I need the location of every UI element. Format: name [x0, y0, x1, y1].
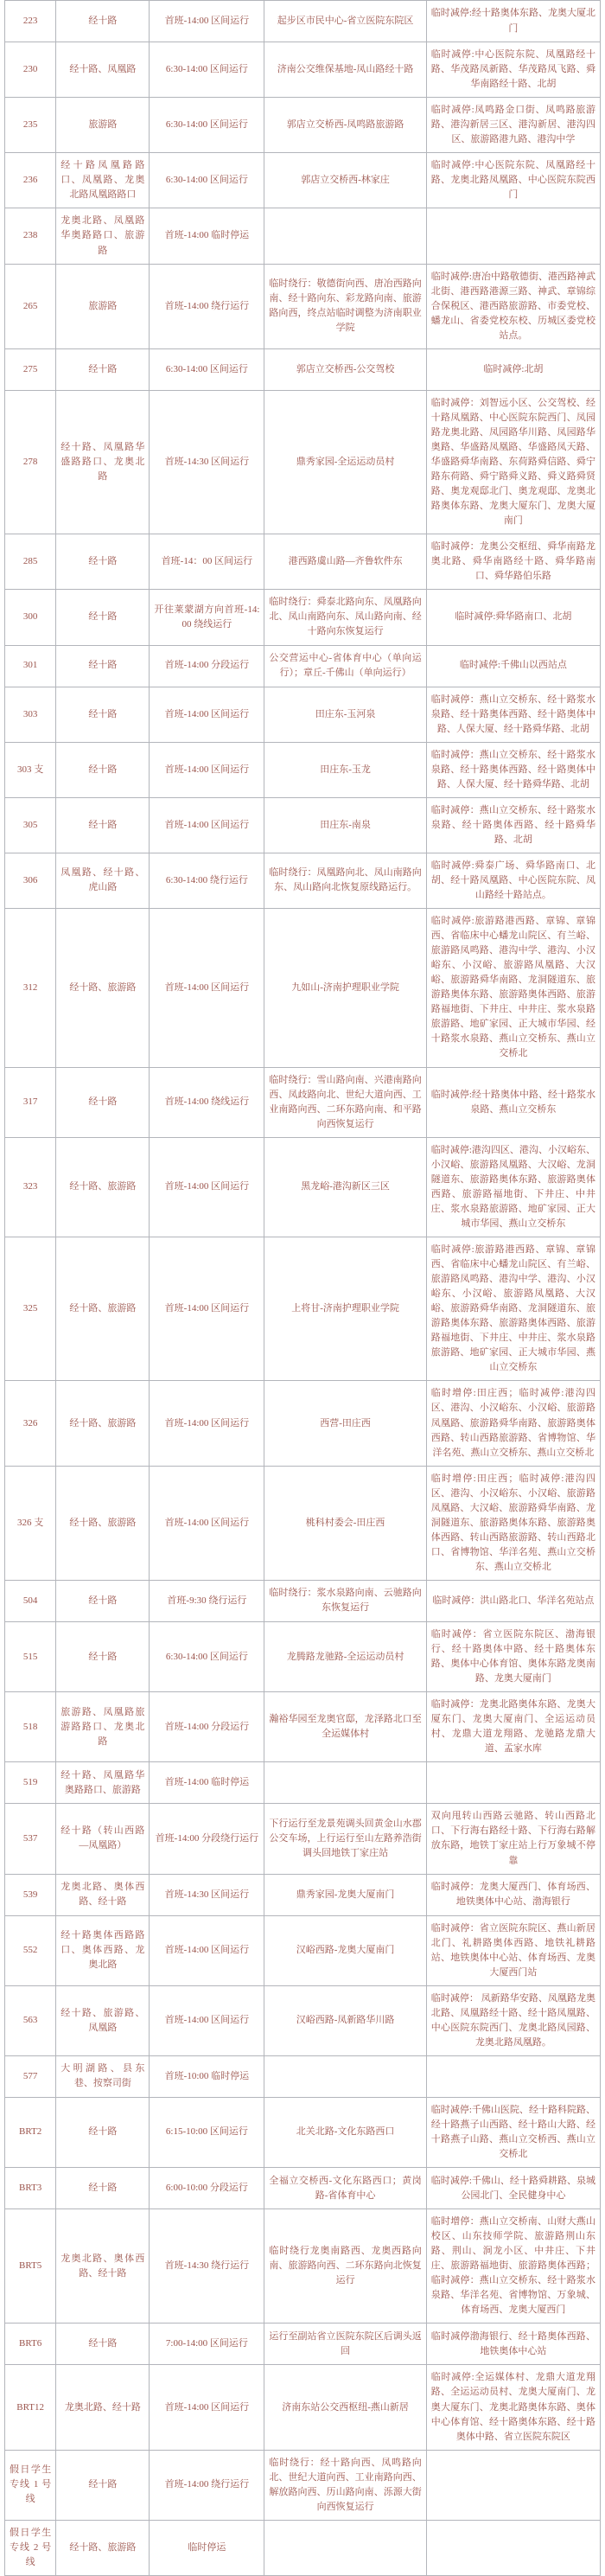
- stops-adjustment-cell: [426, 2450, 600, 2520]
- table-row: [5, 42, 601, 98]
- roads-cell: 经十路、凤凰路: [56, 42, 150, 98]
- stops-adjustment-cell: 临时减停:千佛山、经十路舜耕路、泉城公园北门、全民健身中心: [426, 2168, 600, 2209]
- schedule-cell: 7:00-14:00 区间运行: [150, 2324, 264, 2365]
- stops-adjustment-cell: 临时减停：燕山立交桥东、经十路浆水泉路、经十路奥体西路、经十路奥体中路、人保大厦、经十路舜华路、北胡: [426, 687, 600, 742]
- table-row: [5, 1621, 601, 1691]
- table-row: [5, 2324, 601, 2365]
- section-detail-cell: 临时绕行：雪山路向南、兴港南路向西、凤歧路向北、世纪大道向西、工业南路向西、二环东路向南、和平路向西恢复运行: [264, 1067, 426, 1137]
- schedule-cell: 6:30-14:00 绕行运行: [150, 853, 264, 908]
- section-detail-cell: 郭店立交桥西-公交驾校: [264, 348, 426, 390]
- roads-cell: 经十路、旅游路: [56, 1381, 150, 1466]
- stops-adjustment-cell: 临时减停：洪山路北口、华洋名苑站点: [426, 1580, 600, 1621]
- section-detail-cell: 全福立交桥西-文化东路西口；黄岗路-省体育中心: [264, 2168, 426, 2209]
- section-detail-cell: 田庄东-玉河泉: [264, 687, 426, 742]
- section-detail-cell: 汉峪西路-龙奥大厦南门: [264, 1915, 426, 1985]
- schedule-cell: 首班-14:00 区间运行: [150, 742, 264, 797]
- route-number-cell: 577: [5, 2055, 56, 2097]
- roads-cell: 经十路（转山西路—凤凰路）: [56, 1804, 150, 1874]
- section-detail-cell: 下行运行至龙景苑调头回黄金山水郡公交车场，上行运行至山左路养浩街调头回地铁丁家庄站: [264, 1804, 426, 1874]
- roads-cell: 经十路: [56, 645, 150, 687]
- stops-adjustment-cell: 临时减停：龙奥大厦西门、体育场西、地铁奥体中心站、渤海银行: [426, 1874, 600, 1915]
- stops-adjustment-cell: 临时减停:旅游路港西路、章锦、章锦西、省临床中心蟠龙山院区、有兰峪、旅游路凤鸣路、港沟中学、港沟、小汉峪东、小汉峪、旅游路凤凰路、大汉峪、旅游路舜华南路、龙洞隧道东、旅游路奥体东路、旅游路奥体西路、旅游路福地街、下井庄、中井庄、浆水泉路旅游路、地矿家园、正大城市华园、燕山立交桥东: [426, 1237, 600, 1381]
- table-row: [5, 909, 601, 1067]
- schedule-cell: 首班-14:00 区间运行: [150, 1237, 264, 1381]
- table-row: [5, 1762, 601, 1804]
- section-detail-cell: 济南公交维保基地-凤山路经十路: [264, 42, 426, 98]
- route-number-cell: 518: [5, 1692, 56, 1762]
- bus-routes-table: [4, 0, 601, 2576]
- section-detail-cell: 临时绕行：凤凰路向北、凤山南路向东、凤山路向北恢复原线路运行。: [264, 853, 426, 908]
- schedule-cell: 6:30-14:00 区间运行: [150, 42, 264, 98]
- table-row: [5, 264, 601, 348]
- table-row: [5, 2168, 601, 2209]
- section-detail-cell: 临时绕行：经十路向西、凤鸣路向北、世纪大道向西、工业南路向西、解放路向西、历山路向南、泺源大街向西恢复运行: [264, 2450, 426, 2520]
- roads-cell: 经十路、旅游路: [56, 2520, 150, 2575]
- table-row: [5, 153, 601, 208]
- table-row: [5, 687, 601, 742]
- section-detail-cell: 临时绕行：舜泰北路向东、凤凰路向北、凤山南路向东、凤山路向南、经十路向东恢复运行: [264, 590, 426, 645]
- table-row: [5, 1915, 601, 1985]
- roads-cell: 经十路、旅游路、凤凰路: [56, 1985, 150, 2055]
- schedule-cell: 首班-14:30 区间运行: [150, 390, 264, 534]
- section-detail-cell: [264, 208, 426, 264]
- table-row: [5, 1381, 601, 1466]
- route-number-cell: 236: [5, 153, 56, 208]
- stops-adjustment-cell: 临时减停:旅游路港西路、章锦、章锦西、省临床中心蟠龙山院区、有兰峪、旅游路凤鸣路、港沟中学、港沟、小汉峪东、小汉峪、旅游路凤凰路、大汉峪、旅游路舜华南路、龙洞隧道东、旅游路奥体东路、旅游路奥体西路、旅游路福地街、下井庄、中井庄、浆水泉路旅游路、地矿家园、正大城市华园、经十路浆水泉路、燕山立交桥东、燕山立交桥北: [426, 909, 600, 1067]
- section-detail-cell: 九如山-济南护理职业学院: [264, 909, 426, 1067]
- stops-adjustment-cell: [426, 208, 600, 264]
- route-number-cell: 223: [5, 1, 56, 42]
- stops-adjustment-cell: 临时减停:中心医院东院、凤凰路经十路、龙奥北路凤凰路、中心医院东院西门: [426, 153, 600, 208]
- roads-cell: 经十路: [56, 2097, 150, 2167]
- roads-cell: 龙奥北路、经十路: [56, 2365, 150, 2450]
- roads-cell: 经十路奥体西路路口、奥体西路、龙奥北路: [56, 1915, 150, 1985]
- table-row: [5, 1, 601, 42]
- section-detail-cell: 鼎秀家园-全运运动员村: [264, 390, 426, 534]
- schedule-cell: 首班-9:30 绕行运行: [150, 1580, 264, 1621]
- route-number-cell: 301: [5, 645, 56, 687]
- stops-adjustment-cell: 临时减停:舜泰广场、舜华路南口、北胡、经十路凤凰路、中心医院东院、凤山路经十路站点。: [426, 853, 600, 908]
- table-row: [5, 2097, 601, 2167]
- table-row: [5, 742, 601, 797]
- schedule-cell: 首班-14：00 区间运行: [150, 534, 264, 590]
- route-number-cell: 519: [5, 1762, 56, 1804]
- schedule-cell: 开往莱蒙湖方向首班-14:00 绕线运行: [150, 590, 264, 645]
- route-number-cell: 303: [5, 687, 56, 742]
- roads-cell: 经十路: [56, 348, 150, 390]
- schedule-cell: 6:30-14:00 区间运行: [150, 153, 264, 208]
- schedule-cell: 首班-14:00 区间运行: [150, 1137, 264, 1237]
- roads-cell: 经十路、凤凰路华盛路路口、龙奥北路: [56, 390, 150, 534]
- table-row: [5, 2450, 601, 2520]
- table-row: [5, 645, 601, 687]
- section-detail-cell: 公交营运中心-省体育中心（单向运行）；章丘-千佛山（单向运行）: [264, 645, 426, 687]
- stops-adjustment-cell: 临时减停： 凤新路华安路、凤凰路龙奥北路、凤凰路经十路、经十路凤凰路、中心医院东院西门、龙奥北路凤园路、龙奥北路凤凰路。: [426, 1985, 600, 2055]
- roads-cell: 经十路: [56, 1580, 150, 1621]
- roads-cell: 经十路凤凰路路口、凤凰路、龙奥北路凤凰路路口: [56, 153, 150, 208]
- roads-cell: 经十路: [56, 687, 150, 742]
- roads-cell: 凤凰路、经十路、虎山路: [56, 853, 150, 908]
- roads-cell: 经十路: [56, 2324, 150, 2365]
- stops-adjustment-cell: 临时减停：龙奥北路奥体东路、龙奥大厦东门、龙奥大厦南门、全运运动员村、龙鼎大道龙翔路、龙驰路龙鼎大道、孟家水库: [426, 1692, 600, 1762]
- section-detail-cell: 港西路虞山路—齐鲁软件东: [264, 534, 426, 590]
- stops-adjustment-cell: 临时增停：燕山立交桥南、山财大燕山校区、山东技师学院、旅游路荆山东路、荆山、涧龙小区、中井庄、下井庄、旅游路福地街、旅游路奥体西路；临时减停：燕山立交桥东、经十路浆水泉路、华洋名苑、省博物馆、万象城、体育场西、龙奥大厦西门: [426, 2209, 600, 2324]
- schedule-cell: 6:30-14:00 区间运行: [150, 1621, 264, 1691]
- route-number-cell: 265: [5, 264, 56, 348]
- table-row: [5, 1067, 601, 1137]
- table-row: [5, 853, 601, 908]
- roads-cell: 经十路: [56, 797, 150, 853]
- stops-adjustment-cell: 临时增停:田庄西；临时减停:港沟四区、港沟、小汉峪东、小汉峪、旅游路凤凰路、大汉峪、旅游路舜华南路、龙洞隧道东、旅游路奥体东路、旅游路奥体西路、转山西路旅游路、转山西路北口、省博物馆、华洋名苑、燕山立交桥东、燕山立交桥北: [426, 1466, 600, 1580]
- section-detail-cell: 临时绕行：浆水泉路向南、云驰路向东恢复运行: [264, 1580, 426, 1621]
- table-row: [5, 1580, 601, 1621]
- schedule-cell: 首班-14:00 分段运行: [150, 645, 264, 687]
- stops-adjustment-cell: 双向甩转山西路云驰路、转山西路北口、下行海右路经十路、下行海右路解放东路，地铁丁家庄站上行万象城不停靠: [426, 1804, 600, 1874]
- section-detail-cell: 汉峪西路-凤新路华川路: [264, 1985, 426, 2055]
- stops-adjustment-cell: 临时减停:北胡: [426, 348, 600, 390]
- table-row: [5, 98, 601, 153]
- route-number-cell: 275: [5, 348, 56, 390]
- route-number-cell: 278: [5, 390, 56, 534]
- section-detail-cell: 起步区市民中心-省立医院东院区: [264, 1, 426, 42]
- roads-cell: 经十路、旅游路: [56, 909, 150, 1067]
- stops-adjustment-cell: 临时减停:千佛山医院、经十路科院路、经十路燕子山西路、经十路山大路、经十路燕子山路、燕山立交桥西、燕山立交桥北: [426, 2097, 600, 2167]
- section-detail-cell: 北关北路-文化东路西口: [264, 2097, 426, 2167]
- stops-adjustment-cell: 临时减停:全运媒体村、龙鼎大道龙翔路、全运运动员村、龙奥大厦南门、龙奥大厦东门、龙奥北路奥体东路、奥体中心体育馆、经十路奥体东路、经十路奥体中路、省立医院东院区: [426, 2365, 600, 2450]
- table-row: [5, 590, 601, 645]
- route-number-cell: BRT5: [5, 2209, 56, 2324]
- stops-adjustment-cell: 临时减停:唐冶中路敬德街、港西路神武北街、港西路港源三路、神武、章锦综合保税区、港西路旅游路、市委党校、蟠龙山、省委党校东校、历城区委党校站点。: [426, 264, 600, 348]
- route-number-cell: 552: [5, 1915, 56, 1985]
- table-row: [5, 1692, 601, 1762]
- schedule-cell: 首班-14:30 区间运行: [150, 1874, 264, 1915]
- route-number-cell: 306: [5, 853, 56, 908]
- schedule-cell: 首班-14:00 绕线运行: [150, 1067, 264, 1137]
- table-row: [5, 1874, 601, 1915]
- schedule-cell: 首班-14:00 绕行运行: [150, 2450, 264, 2520]
- section-detail-cell: 上将甘-济南护理职业学院: [264, 1237, 426, 1381]
- section-detail-cell: 郭店立交桥西-凤鸣路旅游路: [264, 98, 426, 153]
- schedule-cell: 首班-14:00 区间运行: [150, 687, 264, 742]
- route-number-cell: BRT2: [5, 2097, 56, 2167]
- schedule-cell: 首班-14:00 区间运行: [150, 1915, 264, 1985]
- roads-cell: 经十路、旅游路: [56, 1466, 150, 1580]
- section-detail-cell: [264, 2055, 426, 2097]
- route-number-cell: 300: [5, 590, 56, 645]
- roads-cell: 经十路: [56, 2450, 150, 2520]
- schedule-cell: 首班-10:00 临时停运: [150, 2055, 264, 2097]
- stops-adjustment-cell: 临时减停:中心医院东院、凤凰路经十路、华茂路凤新路、华茂路凤飞路、舜华南路经十路、北胡: [426, 42, 600, 98]
- stops-adjustment-cell: 临时减停：刘智远小区、公交驾校、经十路凤凰路、中心医院东院西门、凤园路龙奥北路、凤园路华川路、凤园路华奥路、华盛路凤凰路、华盛路凤天路、华盛路舜华南路、东荷路舜信路、舜宁路东荷路、舜宁路舜义路、舜义路舜贤路、奥龙观邸北门、奥龙观邸、龙奥北路奥体东路、龙奥大厦东门、龙奥大厦南门: [426, 390, 600, 534]
- section-detail-cell: [264, 2520, 426, 2575]
- table-row: [5, 390, 601, 534]
- section-detail-cell: 鼎秀家园-龙奥大厦南门: [264, 1874, 426, 1915]
- table-row: [5, 2520, 601, 2575]
- stops-adjustment-cell: 临时减停:千佛山以西站点: [426, 645, 600, 687]
- roads-cell: 经十路: [56, 1, 150, 42]
- schedule-cell: 临时停运: [150, 2520, 264, 2575]
- stops-adjustment-cell: 临时减停：省立医院东院区、燕山新居北门、礼耕路奥体西路、地铁礼耕路站、地铁奥体中心站、体育场西、龙奥大厦西门站: [426, 1915, 600, 1985]
- schedule-cell: 首班-14:00 区间运行: [150, 2365, 264, 2450]
- roads-cell: 旅游路: [56, 264, 150, 348]
- roads-cell: 经十路、旅游路: [56, 1237, 150, 1381]
- schedule-cell: 6:00-10:00 分段运行: [150, 2168, 264, 2209]
- schedule-cell: 首班-14:00 区间运行: [150, 1985, 264, 2055]
- section-detail-cell: 桃科村委会-田庄西: [264, 1466, 426, 1580]
- stops-adjustment-cell: 临时增停:田庄西；临时减停:港沟四区、港沟、小汉峪东、小汉峪、旅游路凤凰路、旅游路舜华南路、旅游路奥体西路、转山西路旅游路、省博物馆、华洋名苑、燕山立交桥东、燕山立交桥北: [426, 1381, 600, 1466]
- stops-adjustment-cell: [426, 2520, 600, 2575]
- route-number-cell: 238: [5, 208, 56, 264]
- roads-cell: 经十路: [56, 1621, 150, 1691]
- route-number-cell: 303 支: [5, 742, 56, 797]
- section-detail-cell: 黑龙峪-港沟新区三区: [264, 1137, 426, 1237]
- roads-cell: 龙奥北路、奥体西路、经十路: [56, 1874, 150, 1915]
- table-row: [5, 1466, 601, 1580]
- stops-adjustment-cell: 临时减停：燕山立交桥东、经十路浆水泉路、经十路奥体西路、经十路舜华路、北胡: [426, 797, 600, 853]
- route-number-cell: 305: [5, 797, 56, 853]
- route-number-cell: 325: [5, 1237, 56, 1381]
- bus-table-body: [5, 1, 601, 2576]
- roads-cell: 大明湖路、县东巷、按察司街: [56, 2055, 150, 2097]
- schedule-cell: 首班-14:00 区间运行: [150, 909, 264, 1067]
- schedule-cell: 6:15-10:00 区间运行: [150, 2097, 264, 2167]
- schedule-cell: 首班-14:00 分段绕行运行: [150, 1804, 264, 1874]
- table-row: [5, 1804, 601, 1874]
- schedule-cell: 首班-14:00 绕行运行: [150, 264, 264, 348]
- route-number-cell: 323: [5, 1137, 56, 1237]
- route-number-cell: BRT12: [5, 2365, 56, 2450]
- route-number-cell: 317: [5, 1067, 56, 1137]
- route-number-cell: 326 支: [5, 1466, 56, 1580]
- section-detail-cell: 济南东站公交西枢纽-燕山新居: [264, 2365, 426, 2450]
- roads-cell: 经十路: [56, 2168, 150, 2209]
- table-row: [5, 1137, 601, 1237]
- schedule-cell: 6:30-14:00 区间运行: [150, 348, 264, 390]
- stops-adjustment-cell: 临时减停：省立医院东院区、渤海银行、经十路奥体中路、经十路奥体东路、奥体中心体育馆、奥体东路龙奥南路、龙奥大厦南门: [426, 1621, 600, 1691]
- route-number-cell: 235: [5, 98, 56, 153]
- roads-cell: 龙奥北路、凤凰路华奥路路口、旅游路: [56, 208, 150, 264]
- schedule-cell: 首班-14:30 绕行运行: [150, 2209, 264, 2324]
- stops-adjustment-cell: 临时减停:经十路奥体中路、经十路浆水泉路、燕山立交桥东: [426, 1067, 600, 1137]
- route-number-cell: 假日学生专线 1 号线: [5, 2450, 56, 2520]
- stops-adjustment-cell: 临时减停:舜华路南口、北胡: [426, 590, 600, 645]
- route-number-cell: 230: [5, 42, 56, 98]
- route-number-cell: BRT6: [5, 2324, 56, 2365]
- table-row: [5, 797, 601, 853]
- section-detail-cell: 瀚裕华园至龙奥官邸，龙泽路北口至全运媒体村: [264, 1692, 426, 1762]
- section-detail-cell: 郭店立交桥西-林家庄: [264, 153, 426, 208]
- stops-adjustment-cell: 临时减停：燕山立交桥东、经十路浆水泉路、经十路奥体西路、经十路奥体中路、人保大厦、经十路舜华路、北胡: [426, 742, 600, 797]
- table-row: [5, 208, 601, 264]
- schedule-cell: 首班-14:00 分段运行: [150, 1692, 264, 1762]
- roads-cell: 旅游路: [56, 98, 150, 153]
- roads-cell: 经十路: [56, 742, 150, 797]
- route-number-cell: BRT3: [5, 2168, 56, 2209]
- stops-adjustment-cell: 临时减停：龙奥公交枢纽、舜华南路龙奥北路、舜华南路经十路、舜华路南口、舜华路伯乐路: [426, 534, 600, 590]
- schedule-cell: 首班-14:00 区间运行: [150, 797, 264, 853]
- roads-cell: 龙奥北路、奥体西路、经十路: [56, 2209, 150, 2324]
- schedule-cell: 首班-14:00 区间运行: [150, 1466, 264, 1580]
- stops-adjustment-cell: 临时减停:凤鸣路金口街、凤鸣路旅游路、港沟新居三区、港沟新居、港沟四区、旅游路港九路、港沟中学: [426, 98, 600, 153]
- schedule-cell: 首班-14:00 区间运行: [150, 1, 264, 42]
- section-detail-cell: 临时绕行龙奥南路西、龙奥西路向南、旅游路向西、二环东路向北恢复运行: [264, 2209, 426, 2324]
- stops-adjustment-cell: 临时减停渤海银行、经十路奥体西路、地铁奥体中心站: [426, 2324, 600, 2365]
- roads-cell: 经十路、旅游路: [56, 1137, 150, 1237]
- table-row: [5, 1237, 601, 1381]
- schedule-cell: 首班-14:00 临时停运: [150, 208, 264, 264]
- roads-cell: 经十路: [56, 590, 150, 645]
- section-detail-cell: 临时绕行：敬德街向西、唐冶西路向南、经十路向东、彩龙路向南、旅游路向西，终点站临时调整为济南职业学院: [264, 264, 426, 348]
- schedule-cell: 首班-14:00 区间运行: [150, 1381, 264, 1466]
- table-row: [5, 2209, 601, 2324]
- route-number-cell: 假日学生专线 2 号线: [5, 2520, 56, 2575]
- stops-adjustment-cell: [426, 2055, 600, 2097]
- route-number-cell: 312: [5, 909, 56, 1067]
- route-number-cell: 326: [5, 1381, 56, 1466]
- route-number-cell: 537: [5, 1804, 56, 1874]
- table-row: [5, 2365, 601, 2450]
- section-detail-cell: 运行至副站省立医院东院区后调头返回: [264, 2324, 426, 2365]
- roads-cell: 经十路、凤凰路华奥路路口、旅游路: [56, 1762, 150, 1804]
- section-detail-cell: [264, 1762, 426, 1804]
- route-number-cell: 515: [5, 1621, 56, 1691]
- route-number-cell: 504: [5, 1580, 56, 1621]
- section-detail-cell: 西营-田庄西: [264, 1381, 426, 1466]
- schedule-cell: 6:30-14:00 区间运行: [150, 98, 264, 153]
- stops-adjustment-cell: [426, 1762, 600, 1804]
- table-row: [5, 534, 601, 590]
- route-number-cell: 539: [5, 1874, 56, 1915]
- table-row: [5, 2055, 601, 2097]
- stops-adjustment-cell: 临时减停:经十路奥体东路、龙奥大厦北门: [426, 1, 600, 42]
- table-row: [5, 1985, 601, 2055]
- schedule-cell: 首班-14:00 临时停运: [150, 1762, 264, 1804]
- roads-cell: 旅游路、凤凰路旅游路路口、龙奥北路: [56, 1692, 150, 1762]
- section-detail-cell: 龙腾路龙驰路-全运运动员村: [264, 1621, 426, 1691]
- table-row: [5, 348, 601, 390]
- route-number-cell: 285: [5, 534, 56, 590]
- route-number-cell: 563: [5, 1985, 56, 2055]
- roads-cell: 经十路: [56, 534, 150, 590]
- stops-adjustment-cell: 临时减停:港沟四区、港沟、小汉峪东、小汉峪、旅游路凤凰路、大汉峪、龙洞隧道东、旅游路奥体东路、旅游路奥体西路、旅游路福地街、下井庄、中井庄、浆水泉路旅游路、地矿家园、正大城市华园、燕山立交桥东: [426, 1137, 600, 1237]
- section-detail-cell: 田庄东-玉龙: [264, 742, 426, 797]
- roads-cell: 经十路: [56, 1067, 150, 1137]
- section-detail-cell: 田庄东-南泉: [264, 797, 426, 853]
